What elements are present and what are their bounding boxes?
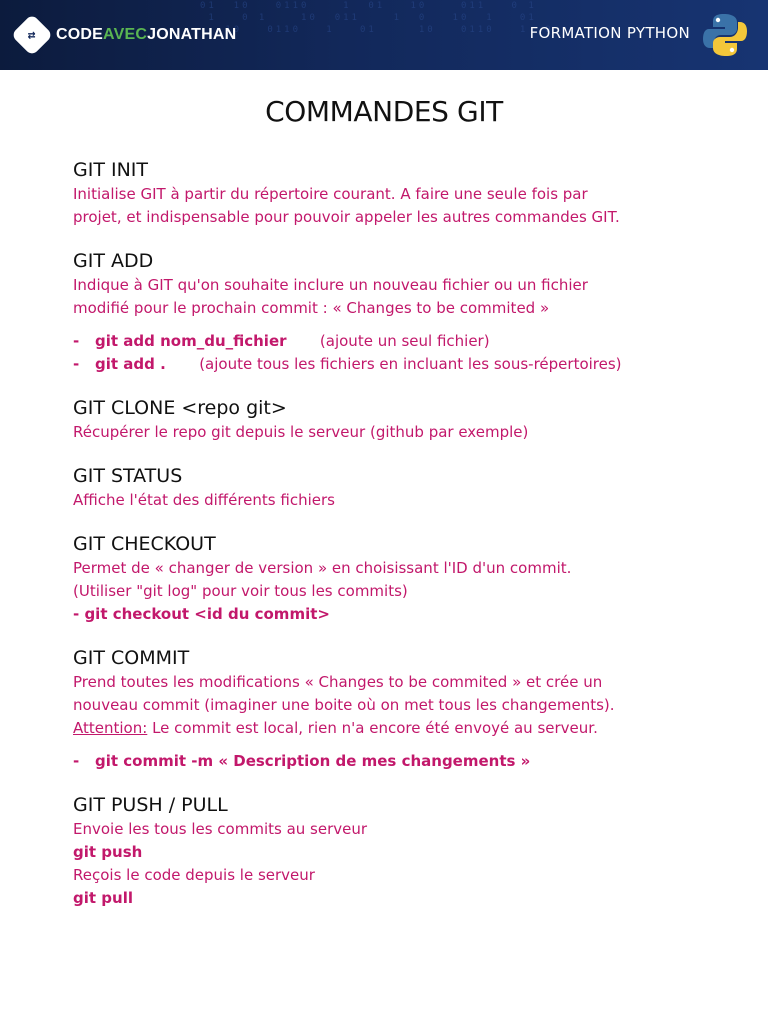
attention-label: Attention:: [73, 719, 148, 737]
pull-description: Reçois le code depuis le serveur: [73, 866, 315, 884]
attention-text: Le commit est local, rien n'a encore été envoyé au serveur.: [147, 719, 598, 737]
brand-name-accent: AVEC: [103, 26, 148, 43]
pull-command: git pull: [73, 889, 133, 907]
python-logo-icon: [702, 12, 748, 58]
command-spacer: [287, 330, 320, 353]
section-description: Récupérer le repo git depuis le serveur (github par exemple): [73, 423, 529, 441]
brand-name-part2: JONATHAN: [147, 26, 237, 43]
section-title: GIT COMMIT: [73, 647, 190, 669]
bullet-dash: -: [73, 332, 80, 350]
bullet-dash: -: [73, 355, 80, 373]
section-git-checkout: [73, 531, 733, 626]
brand-logo[interactable]: [17, 18, 236, 52]
section-title: GIT STATUS: [73, 465, 183, 487]
section-description: Affiche l'état des différents fichiers: [73, 491, 335, 509]
section-git-add: [73, 248, 733, 376]
command-spacer: [166, 353, 199, 376]
section-description: Prend toutes les modifications « Changes to be commited » et crée un nouveau commit (imaginer une boite où on met tous les changements).: [73, 673, 615, 714]
attention-note: [73, 717, 733, 740]
logo-badge-icon: ⇄: [11, 14, 53, 56]
page-title: COMMANDES GIT: [265, 95, 503, 128]
command-text: git add .: [95, 355, 166, 373]
section-git-commit: [73, 645, 733, 773]
section-title: GIT INIT: [73, 159, 148, 181]
commands-list: [73, 157, 733, 929]
section-title: GIT ADD: [73, 250, 154, 272]
section-description: Indique à GIT qu'on souhaite inclure un nouveau fichier ou un fichier modifié pour le prochain commit : « Changes to be commited »: [73, 276, 588, 317]
list-item: [73, 750, 733, 773]
command-note: (ajoute un seul fichier): [319, 332, 490, 350]
banner-code-pattern: 01 10 0110 1 01 10 011 0 1 1 0 1 10 011 1 0 10 1 01 10 0110 1 01 10 0110 1 0: [200, 1, 554, 35]
section-title: GIT CHECKOUT: [73, 533, 216, 555]
section-description: Initialise GIT à partir du répertoire courant. A faire une seule fois par projet, et indispensable pour pouvoir appeler les autres commandes GIT.: [73, 185, 620, 226]
command-text: - git checkout <id du commit>: [73, 605, 330, 623]
header-banner: [0, 0, 768, 70]
course-title: FORMATION PYTHON: [529, 24, 690, 42]
command-text: git commit -m « Description de mes changements »: [95, 752, 531, 770]
push-command: git push: [73, 843, 143, 861]
command-text: git add nom_du_fichier: [95, 332, 287, 350]
command-list: [73, 750, 733, 773]
section-title: GIT CLONE <repo git>: [73, 397, 287, 419]
command-list: [73, 330, 733, 376]
section-description: Permet de « changer de version » en choisissant l'ID d'un commit. (Utiliser "git log" pour voir tous les commits): [73, 559, 572, 600]
section-git-clone: [73, 395, 733, 444]
section-git-init: [73, 157, 733, 229]
bullet-dash: -: [73, 752, 80, 770]
section-git-status: [73, 463, 733, 512]
push-description: Envoie les tous les commits au serveur: [73, 820, 368, 838]
brand-name: [56, 26, 236, 44]
brand-name-part1: CODE: [56, 26, 104, 43]
section-git-push-pull: [73, 792, 733, 910]
command-note: (ajoute tous les fichiers en incluant les sous-répertoires): [199, 355, 622, 373]
list-item: [73, 330, 733, 353]
section-title: GIT PUSH / PULL: [73, 794, 228, 816]
list-item: [73, 353, 733, 376]
